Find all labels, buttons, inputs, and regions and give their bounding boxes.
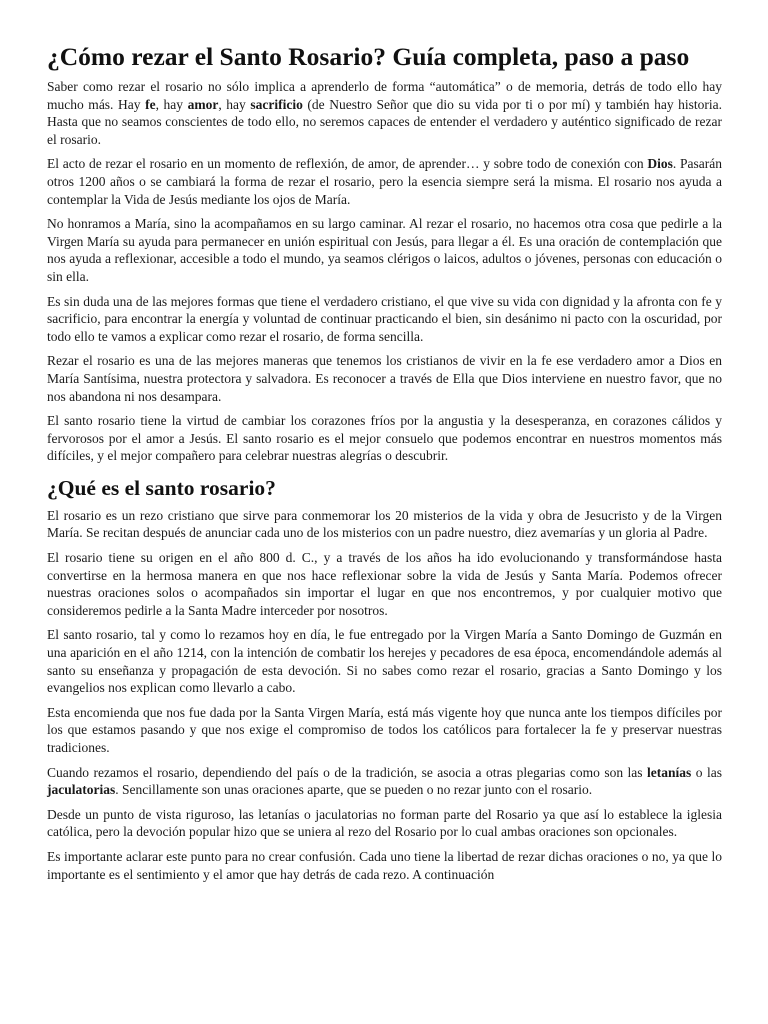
text-run: Es importante aclarar este punto para no crear confusión. Cada uno tiene la libertad de rezar dichas oraciones o no, ya que lo importante es el sentimiento y el amor que hay detrás de cada rezo. A continuación [47, 848, 722, 882]
section-paragraph [47, 626, 722, 696]
text-run: , hay [155, 96, 188, 112]
section-paragraph [47, 806, 722, 841]
text-run: El santo rosario tiene la virtud de cambiar los corazones fríos por la angustia y la desesperanza, en corazones cálidos y fervorosos por el amor a Jesús. El santo rosario es el mejor consuelo que podemos encontrar en nuestros momentos más difíciles, y el mejor compañero para celebrar nuestras alegrías o descubrir. [47, 413, 722, 464]
text-run: , hay [218, 96, 251, 112]
bold-term: fe [145, 96, 156, 112]
text-run: El rosario es un rezo cristiano que sirve para conmemorar los 20 misterios de la vida y obra de Jesucristo y de la Virgen María. Se recitan después de anunciar cada uno de los misterios con un padre nuestro, diez avemarías y un gloria al Padre. [47, 507, 722, 541]
intro-paragraph [47, 215, 722, 285]
intro-paragraph [47, 352, 722, 405]
text-run: El acto de rezar el rosario en un momento de reflexión, de amor, de aprender… y sobre todo de conexión con [47, 156, 648, 172]
bold-term: Dios [647, 156, 673, 172]
intro-section [47, 78, 722, 465]
text-run: . Pasarán otros 1200 años o se cambiará la forma de rezar el rosario, pero la esencia siempre será la misma. El rosario nos ayuda a contemplar la Vida de Jesús mediante los ojos de María. [47, 156, 722, 207]
text-run: Saber como rezar el rosario no sólo implica a aprenderlo de forma “automática” o de memoria, detrás de todo ello hay mucho más. Hay [47, 79, 722, 112]
text-run: No honramos a María, sino la acompañamos en su largo caminar. Al rezar el rosario, no hacemos otra cosa que pedirle a la Virgen María su ayuda para permanecer en unión espiritual con Jesús, para llegar a él. Es una oración de contemplación que nos ayuda a reflexionar, accesible a todo el mundo, ya seamos clérigos o laicos, adultos o jóvenes, personas con educación o sin ella. [47, 216, 722, 284]
text-run: El rosario tiene su origen en el año 800 d. C., y a través de los años ha ido evolucionando y transformándose hasta convertirse en la hermosa manera en que nos hace reflexionar sobre la vida de Jesús y Santa María. Podemos ofrecer nuestras oraciones solos o acompañados sin importar el lugar en que nos encontremos, y por cualquier motivo que consideremos pedirle a la Santa Madre interceder por nosotros. [47, 550, 722, 618]
section-paragraph [47, 549, 722, 619]
text-run: El santo rosario, tal y como lo rezamos hoy en día, le fue entregado por la Virgen María a Santo Domingo de Guzmán en una aparición en el año 1214, con la intención de combatir los herejes y pecadores de esa época, encomendándole además al santo su enseñanza y propagación de esta devoción. Si no sabes como rezar el rosario, gracias a Santo Domingo y los evangelios nos explican como llevarlo a cabo. [47, 627, 722, 696]
intro-paragraph [47, 412, 722, 465]
section-paragraph [47, 848, 722, 883]
text-run: o las [691, 764, 722, 780]
intro-paragraph [47, 155, 722, 208]
bold-term: amor [187, 96, 219, 112]
section-body [47, 507, 722, 883]
section-paragraph [47, 764, 722, 799]
bold-term: jaculatorias [47, 782, 116, 798]
intro-paragraph [47, 293, 722, 346]
text-run: . Sencillamente son unas oraciones aparte, que se pueden o no rezar junto con el rosario. [115, 782, 593, 798]
page-title: ¿Cómo rezar el Santo Rosario? Guía completa, paso a paso [47, 42, 690, 71]
text-run: Rezar el rosario es una de las mejores maneras que tenemos los cristianos de vivir en la fe ese verdadero amor a Dios en María Santísima, nuestra protectora y salvadora. Es reconocer a través de Ella que Dios interviene en nuestro favor, que no nos abandona ni nos desampara. [47, 353, 722, 404]
text-run: Esta encomienda que nos fue dada por la Santa Virgen María, está más vigente hoy que nunca ante los tiempos difíciles por los que estamos pasando y que nos exige el compromiso de todos los católicos para fortalecer la fe y preservar nuestras tradiciones. [47, 704, 722, 755]
bold-term: letanías [647, 764, 692, 780]
text-run: (de Nuestro Señor que dio su vida por ti o por mí) y también hay historia. Hasta que no seamos conscientes de todo ello, no seremos capaces de entender el verdadero y auténtico significado de rezar el rosario. [47, 96, 723, 147]
bold-term: sacrificio [250, 96, 303, 112]
text-run: Desde un punto de vista riguroso, las letanías o jaculatorias no forman parte del Rosario ya que así lo establece la iglesia católica, pero la devoción popular hizo que se uniera al rezo del Rosario por lo cual ambas oraciones son opcionales. [47, 806, 722, 840]
text-run: Cuando rezamos el rosario, dependiendo del país o de la tradición, se asocia a otras plegarias como son las [47, 764, 648, 780]
section-heading: ¿Qué es el santo rosario? [47, 475, 276, 500]
text-run: Es sin duda una de las mejores formas que tiene el verdadero cristiano, el que vive su vida con dignidad y la afronta con fe y sacrificio, para encontrar la energía y voluntad de continuar practicando el bien, sin desánimo ni pacto con la oscuridad, por todo ello te vamos a explicar como rezar el rosario, de forma sencilla. [47, 293, 722, 344]
intro-paragraph [47, 78, 722, 148]
section-paragraph [47, 507, 722, 542]
section-paragraph [47, 704, 722, 757]
